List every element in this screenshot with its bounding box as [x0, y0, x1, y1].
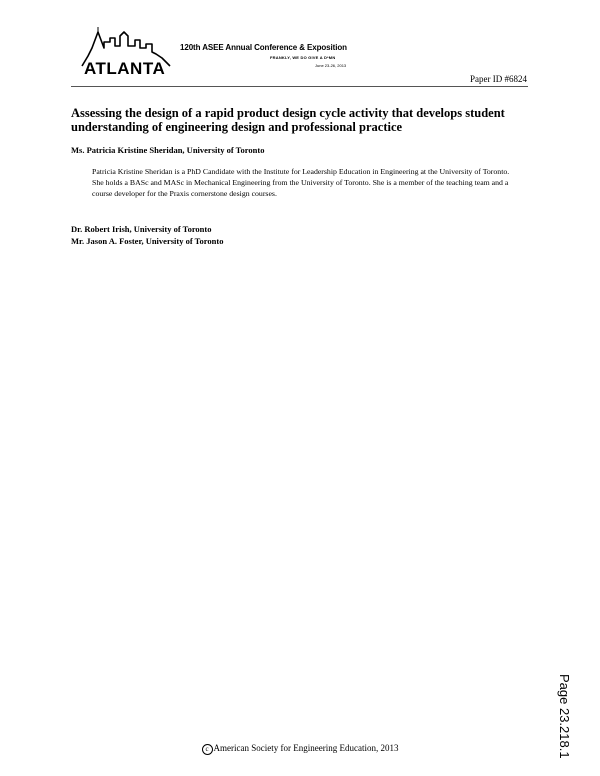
conference-name: 120th ASEE Annual Conference & Exposition — [180, 43, 347, 52]
copyright-text: American Society for Engineering Education, 2013 — [213, 743, 399, 753]
author-name: Dr. Robert Irish, University of Toronto — [71, 224, 212, 234]
author-name: Ms. Patricia Kristine Sheridan, University of Toronto — [71, 145, 265, 155]
author-bio: Patricia Kristine Sheridan is a PhD Candidate with the Institute for Leadership Education in Engineering at the University of Toronto. She holds a BASc and MASc in Mechanical Engineering from the University of Toronto. She is a member of the teaching team and a course developer for the Praxis cornerstone design courses. — [92, 167, 510, 199]
paper-id: Paper ID #6824 — [470, 74, 527, 84]
author-name: Mr. Jason A. Foster, University of Toronto — [71, 236, 224, 246]
header-divider — [71, 86, 528, 87]
page-number: Page 23.218.1 — [557, 674, 572, 759]
copyright-icon: c — [202, 744, 213, 755]
logo-wordmark: ATLANTA — [84, 59, 166, 78]
copyright-footer — [0, 743, 600, 755]
conference-logo — [80, 26, 360, 78]
conference-date: June 23-26, 2013 — [315, 63, 347, 68]
conference-tagline: FRANKLY, WE DO GIVE A D*MN — [270, 55, 336, 60]
paper-title: Assessing the design of a rapid product design cycle activity that develops student understanding of engineering design and professional practice — [71, 106, 505, 134]
